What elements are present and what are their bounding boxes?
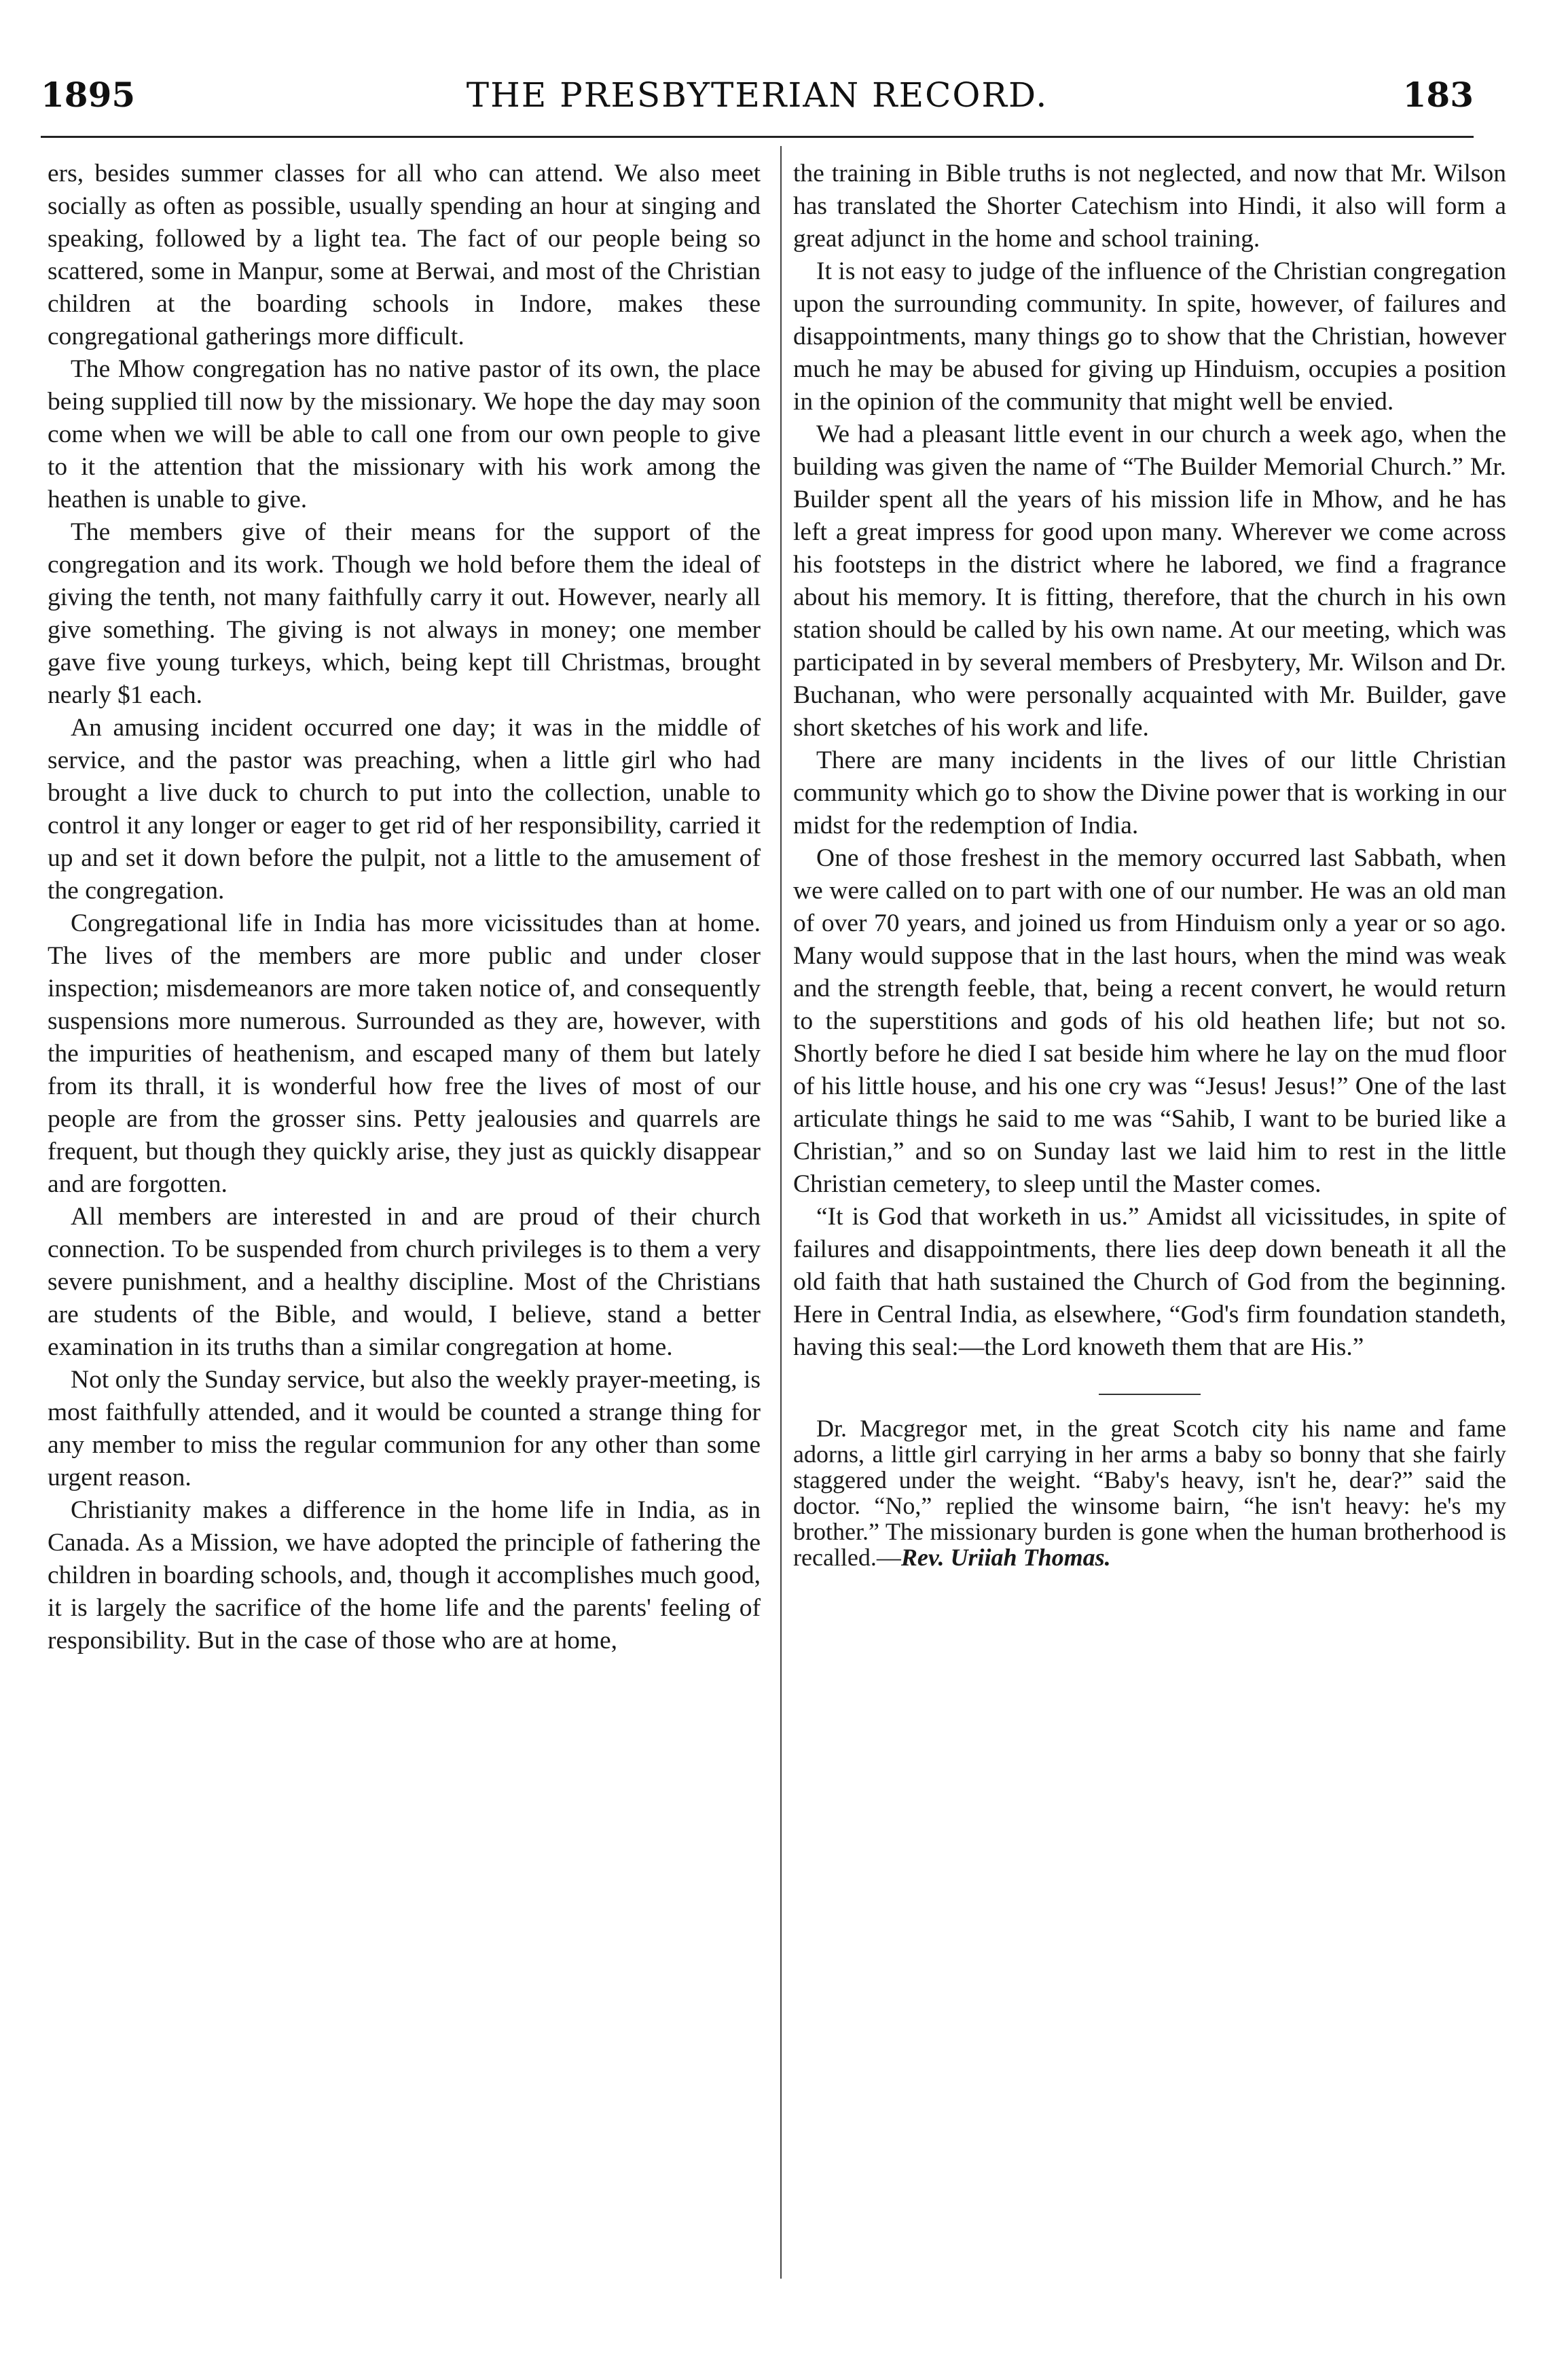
paragraph: One of those freshest in the memory occurred last Sabbath, when we were called on to part with one of our number. He was an old man of over 70 years, and joined us from Hinduism only a year or so ago. Many would suppose that in the last hours, when the mind was weak and the strength feeble, that, being a recent convert, he would return to the superstitions and gods of his old heathen life; but not so. Shortly before he died I sat beside him where he lay on the mud floor of his little house, and his one cry was “Jesus! Jesus!” One of the last articulate things he said to me was “Sahib, I want to be buried like a Christian,” and so on Sunday last we laid him to rest in the little Christian cemetery, to sleep until the Master comes.: [793, 844, 1506, 1198]
header-rule: [41, 136, 1474, 138]
left-column: [48, 158, 761, 1657]
paragraph: the training in Bible truths is not neglected, and now that Mr. Wilson has translated the Shorter Catechism into Hindi, it also will form a great adjunct in the home and school training.: [793, 160, 1506, 253]
paragraph: Congregational life in India has more vicissitudes than at home. The lives of the members are more public and under closer inspection; misdemeanors are more taken notice of, and consequently suspensions more numerous. Surrounded as they are, however, with the impurities of heathenism, and escaped many of them but lately from its thrall, it is wonderful how free the lives of most of our people are from the grosser sins. Petty jealousies and quarrels are frequent, but though they quickly arise, they just as quickly disappear and are forgotten.: [48, 909, 761, 1198]
section-separator: [1099, 1394, 1201, 1395]
anecdote-paragraph: [793, 1415, 1506, 1570]
paragraph: All members are interested in and are proud of their church connection. To be suspended from church privileges is to them a very severe punishment, and a healthy discipline. Most of the Christians are students of the Bible, and would, I believe, stand a better examination in its truths than a similar congregation at home.: [48, 1203, 761, 1361]
paragraph: Not only the Sunday service, but also the weekly prayer-meeting, is most faithfully attended, and it would be counted a strange thing for any member to miss the regular communion for any other than some urgent reason.: [48, 1366, 761, 1491]
header-year: 1895: [41, 75, 136, 115]
column-divider: [780, 146, 782, 2279]
right-column: [793, 158, 1506, 1570]
paragraph: There are many incidents in the lives of our little Christian community which go to show the Divine power that is working in our midst for the redemption of India.: [793, 746, 1506, 839]
page-header: [41, 68, 1474, 122]
paragraph: An amusing incident occurred one day; it was in the middle of service, and the pastor was preaching, when a little girl who had brought a live duck to church to put into the collection, unable to control it any longer or eager to get rid of her responsibility, carried it up and set it down before the pulpit, not a little to the amusement of the congregation.: [48, 714, 761, 905]
paragraph: ers, besides summer classes for all who can attend. We also meet socially as often as possible, usually spending an hour at singing and speaking, followed by a light tea. The fact of our people being so scattered, some in Manpur, some at Berwai, and most of the Christian children at the boarding schools in Indore, makes these congregational gatherings more difficult.: [48, 160, 761, 350]
header-title: THE PRESBYTERIAN RECORD.: [466, 75, 1049, 115]
paragraph: The members give of their means for the support of the congregation and its work. Though we hold before them the ideal of giving the tenth, not many faithfully carry it out. However, nearly all give something. The giving is not always in money; one member gave five young turkeys, which, being kept till Christmas, brought nearly $1 each.: [48, 518, 761, 709]
paragraph: The Mhow congregation has no native pastor of its own, the place being supplied till now by the missionary. We hope the day may soon come when we will be able to call one from our own people to give to it the attention that the missionary with his work among the heathen is unable to give.: [48, 355, 761, 513]
paragraph: Christianity makes a difference in the home life in India, as in Canada. As a Mission, we have adopted the principle of fathering the children in boarding schools, and, though it accomplishes much good, it is largely the sacrifice of the home life and the parents' feeling of responsibility. But in the case of those who are at home,: [48, 1496, 761, 1654]
paragraph: It is not easy to judge of the influence of the Christian congregation upon the surrounding community. In spite, however, of failures and disappointments, many things go to show that the Christian, however much he may be abused for giving up Hinduism, occupies a position in the opinion of the community that might well be envied.: [793, 257, 1506, 416]
paragraph: “It is God that worketh in us.” Amidst all vicissitudes, in spite of failures and disappointments, there lies deep down beneath it all the old faith that hath sustained the Church of God from the beginning. Here in Central India, as elsewhere, “God's firm foundation standeth, having this seal:—the Lord knoweth them that are His.”: [793, 1203, 1506, 1361]
header-page-number: 183: [1402, 75, 1474, 115]
anecdote-text: Dr. Macgregor met, in the great Scotch city his name and fame adorns, a little girl carrying in her arms a baby so bonny that she fairly staggered under the weight. “Baby's heavy, isn't he, dear?” said the doctor. “No,” replied the winsome bairn, “he isn't heavy: he's my brother.” The missionary burden is gone when the human brotherhood is recalled.—: [793, 1415, 1506, 1571]
anecdote-attribution: Rev. Uriiah Thomas.: [900, 1544, 1111, 1571]
paragraph: We had a pleasant little event in our church a week ago, when the building was given the name of “The Builder Memorial Church.” Mr. Builder spent all the years of his mission life in Mhow, and he has left a great impress for good upon many. Wherever we come across his footsteps in the district where he labored, we find a fragrance about his memory. It is fitting, therefore, that the church in his own station should be called by his own name. At our meeting, which was participated in by several members of Presbytery, Mr. Wilson and Dr. Buchanan, who were personally acquainted with Mr. Builder, gave short sketches of his work and life.: [793, 420, 1506, 742]
